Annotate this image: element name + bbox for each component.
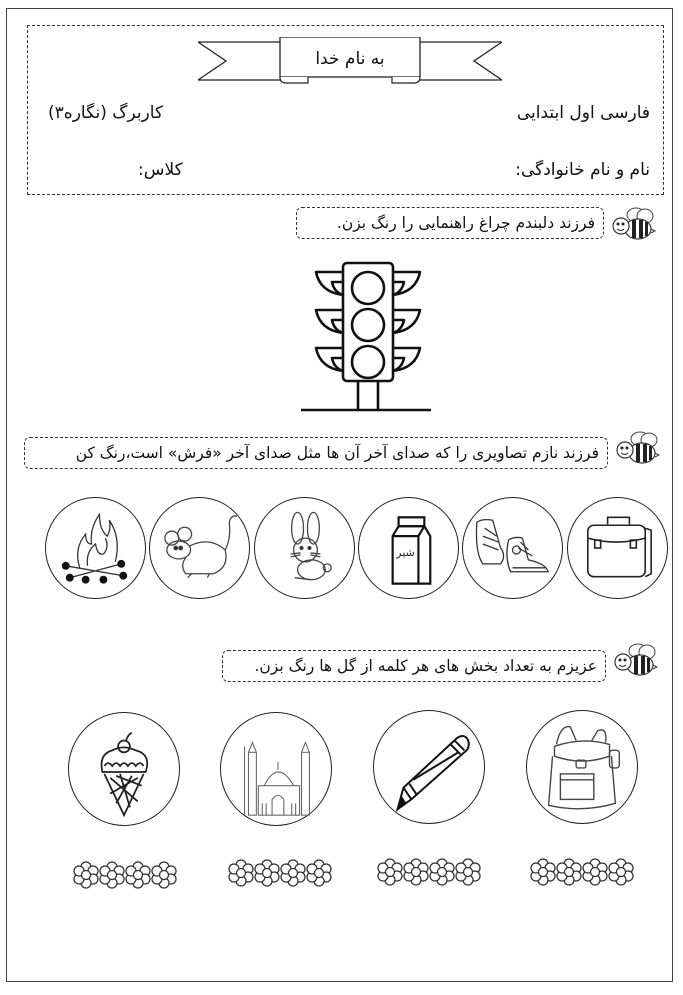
pencil-image[interactable] [373,710,485,824]
flower-row-pencil[interactable] [377,857,481,887]
flower-row-mosque[interactable] [228,858,332,888]
mouse-image[interactable] [149,497,250,599]
name-field-label: نام و نام خانوادگی: [515,160,650,180]
instruction-3: عزیزم به تعداد بخش های هر کلمه از گل ها رنگ بزن. [222,650,606,682]
class-field-label: کلاس: [138,160,183,180]
flower-row-ice-cream[interactable] [73,860,177,890]
bee-icon [612,640,658,680]
page-title: به نام خدا [315,49,385,69]
mosque-image[interactable] [220,712,332,826]
rabbit-image[interactable] [254,497,355,599]
instruction-2: فرزند نازم تصاویری را که صدای آخر آن ها مثل صدای آخر «فرش» است،رنگ کن [24,437,608,469]
instruction-1: فرزند دلبندم چراغ راهنمایی را رنگ بزن. [296,207,604,239]
bee-icon [614,428,660,468]
worksheet-label: کاربرگ (نگاره۳) [48,103,164,123]
backpack-image[interactable] [526,710,638,824]
traffic-light-image [298,255,434,415]
milk-label: شیر [396,545,415,559]
milk-carton-image[interactable] [358,497,459,599]
bee-icon [610,204,656,244]
briefcase-image[interactable] [567,497,668,599]
campfire-image[interactable] [45,497,146,599]
ice-cream-image[interactable] [68,712,180,826]
sneakers-image[interactable] [462,497,563,599]
subject-label: فارسی اول ابتدایی [516,103,650,123]
flower-row-backpack[interactable] [530,857,634,887]
